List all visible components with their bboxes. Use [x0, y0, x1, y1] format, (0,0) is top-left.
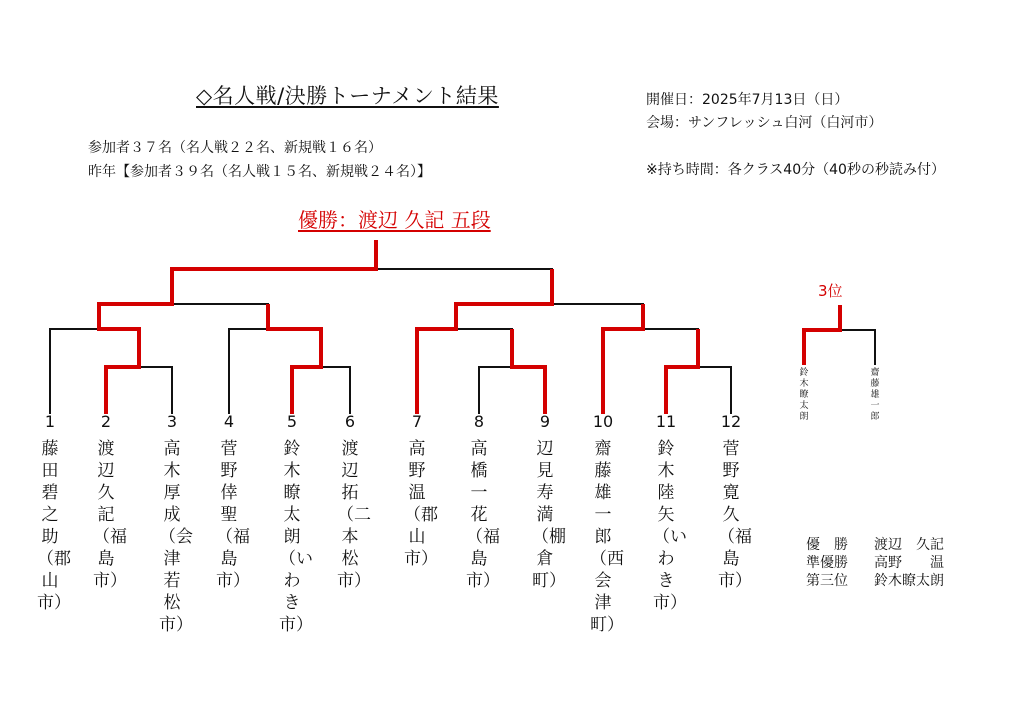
player-number: 2 — [100, 412, 112, 431]
participants-info: 参加者３７名（名人戦２２名、新規戦１６名） — [88, 140, 382, 156]
winner-path-takano — [417, 269, 552, 414]
player-number: 1 — [44, 412, 56, 431]
player-name: 菅野 寛久（福島市） — [718, 439, 757, 591]
bracket-qf-2 — [229, 329, 321, 414]
bracket-match-11-12 — [666, 367, 731, 414]
winner-path-henmi — [512, 329, 545, 414]
player-name: 齋藤雄一郎（西会津町） — [590, 439, 624, 635]
third-place-label: 3位 — [818, 282, 843, 300]
summary-row — [806, 536, 944, 554]
winner-path-watanabe — [99, 240, 376, 414]
player-number: 8 — [473, 412, 485, 431]
bracket-match-2-3 — [106, 367, 172, 414]
champion-banner: 優勝：渡辺 久記 五段 — [298, 208, 491, 232]
player-number: 9 — [539, 412, 551, 431]
player-number: 6 — [344, 412, 356, 431]
player-name: 鈴木陸矢（いわき市） — [653, 439, 687, 613]
third-place-player: 齋藤雄一郎 — [870, 368, 880, 422]
bracket-sf-2 — [456, 304, 643, 329]
player-name: 渡辺 拓（二本松市） — [337, 439, 376, 591]
player-number: 4 — [223, 412, 235, 431]
bracket-third-place — [804, 330, 875, 365]
bracket-match-8-9 — [479, 367, 545, 414]
summary-label: 第三位 — [806, 573, 848, 589]
third-place-player: 鈴木瞭太朗 — [799, 368, 809, 422]
summary-name: 鈴木瞭太朗 — [874, 573, 944, 589]
winner-path-suzuki-riku — [666, 329, 698, 414]
player-name: 鈴木瞭太朗（いわき市） — [279, 439, 313, 635]
player-number: 5 — [286, 412, 298, 431]
time-limit-note: ※持ち時間：各クラス40分（40秒の秒読み付） — [646, 162, 945, 178]
player-name: 渡辺 久記（福島市） — [93, 439, 132, 591]
results-summary — [806, 536, 944, 590]
bracket-qf-3 — [417, 329, 512, 414]
winner-path-third-place — [804, 305, 840, 365]
player-name: 辺見 寿満（棚倉町） — [532, 439, 571, 591]
page-title: ◇名人戦/決勝トーナメント結果 — [196, 84, 499, 108]
bracket-qf-4 — [603, 329, 698, 414]
summary-name: 高野 温 — [874, 555, 944, 571]
bracket-qf-1 — [50, 329, 139, 414]
event-venue: 会場：サンフレッシュ白河（白河市） — [646, 115, 883, 131]
event-date: 開催日：2025年7月13日（日） — [646, 92, 849, 108]
player-name: 高木 厚成（会津若松市） — [159, 439, 198, 635]
bracket-match-5-6 — [292, 367, 350, 414]
player-name: 高橋 一花（福島市） — [466, 439, 505, 591]
summary-row — [806, 554, 944, 572]
winner-path-suzuki — [268, 304, 321, 414]
summary-label: 優 勝 — [806, 537, 848, 553]
player-number: 11 — [655, 412, 677, 431]
player-number: 10 — [592, 412, 614, 431]
last-year-info: 昨年【参加者３９名（名人戦１５名、新規戦２４名）】 — [88, 164, 431, 180]
summary-label: 準優勝 — [806, 555, 848, 571]
player-name: 菅野 倖聖（福島市） — [216, 439, 255, 591]
bracket-final — [172, 269, 552, 304]
summary-row — [806, 572, 944, 590]
player-number: 12 — [720, 412, 742, 431]
player-number: 7 — [411, 412, 423, 431]
player-name: 藤田碧之助（郡山市） — [37, 439, 71, 613]
summary-name: 渡辺 久記 — [874, 537, 944, 553]
winner-path-saito — [603, 304, 643, 414]
player-name: 高野 温（郡山市） — [404, 439, 443, 569]
bracket-sf-1 — [99, 304, 268, 329]
player-number: 3 — [166, 412, 178, 431]
